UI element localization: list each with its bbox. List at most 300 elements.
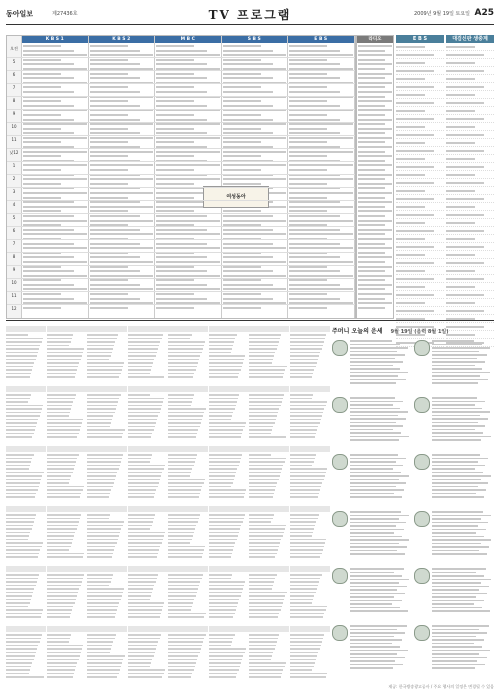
schedule-row [446,283,494,291]
cable-program-line [209,528,241,530]
cable-program-line [47,433,79,435]
schedule-row [446,251,494,259]
radio-line [358,174,392,176]
fortune-line [350,475,409,477]
cable-program-line [168,535,193,537]
schedule-row [396,251,444,259]
radio-line [358,201,392,203]
cable-channel-block [47,326,87,380]
cable-program-line [249,634,279,636]
program-line [289,243,340,245]
cable-program-line [6,638,41,640]
cable-program-line [6,486,39,488]
cable-program-line [168,616,204,618]
fortune-line [432,568,486,570]
cable-program-line [290,458,315,460]
program-line [223,91,274,93]
cable-program-line [249,539,281,541]
program-line [156,293,194,295]
cable-program-line [168,366,197,368]
program-line [223,123,287,125]
cable-program-line [249,666,285,668]
cable-program-line [128,415,159,417]
fortune-line [432,375,480,377]
cable-program-line [128,613,161,615]
row-text [446,174,475,176]
cable-program-line [87,613,116,615]
row-text [396,126,425,128]
time-slot: 낮12 [9,150,19,155]
cable-program-line [87,666,121,668]
program-line [23,105,74,107]
row-text [446,110,475,112]
radio-line [358,50,385,52]
cable-program-line [47,514,82,516]
cable-program-line [168,394,194,396]
fortune-line [350,439,399,441]
cable-program-line [6,546,42,548]
program-line [23,164,87,166]
cable-program-line [168,341,205,343]
cable-program-line [6,595,32,597]
page-header [6,6,494,22]
cable-program-line [47,542,72,544]
fortune-line [432,600,484,602]
fortune-line [432,365,475,367]
fortune-line [350,525,396,527]
cable-program-line [209,673,238,675]
cable-channel-block [47,506,87,560]
cable-program-line [87,581,111,583]
zodiac-fortune-text [350,511,410,557]
program-line [156,270,207,272]
row-text [446,70,484,72]
radio-line [358,293,392,295]
program-line [90,73,128,75]
cable-program-line [87,595,122,597]
cable-program-line [290,334,327,336]
cable-program-line [290,436,315,438]
cable-program-line [168,405,191,407]
cable-program-line [47,588,80,590]
row-text [396,118,434,120]
cable-program-line [249,362,272,364]
cable-program-line [168,415,203,417]
fortune-line [432,397,477,399]
cable-program-line [209,595,241,597]
fortune-line [350,582,399,584]
cable-program-line [6,662,32,664]
program-line [156,247,220,249]
cable-program-line [209,348,232,350]
program-line [289,201,340,203]
program-line [90,123,154,125]
cable-program-line [87,648,111,650]
cable-program-line [249,574,277,576]
cable-program-line [128,578,157,580]
cable-program-line [290,655,318,657]
cable-channel-block [209,386,249,440]
row-text [446,118,484,120]
zodiac-animal-icon [414,568,430,584]
cable-program-line [6,666,31,668]
cable-program-line [249,585,273,587]
cable-program-line [87,419,112,421]
row-text [396,206,425,208]
radio-line [358,151,385,153]
program-line [156,132,207,134]
schedule-row [446,67,494,75]
row-text [446,302,475,304]
channel-header: S B S [222,36,288,43]
cable-program-line [128,535,164,537]
cable-program-line [249,673,282,675]
cable-program-line [87,345,114,347]
cable-program-line [249,472,281,474]
cable-program-line [87,475,116,477]
program-line [23,247,87,249]
cable-program-line [249,493,274,495]
program-line [223,141,261,143]
fortune-line [350,586,407,588]
hour-divider [7,70,355,71]
radio-line [358,68,385,70]
program-line [289,293,327,295]
cable-program-line [87,426,110,428]
cable-channel-block [168,566,208,620]
program-line [23,284,74,286]
program-line [223,215,274,217]
cable-program-line [209,412,234,414]
program-line [156,298,207,300]
program-line [223,169,261,171]
program-line [23,298,74,300]
cable-program-line [6,549,40,551]
cable-program-line [6,422,37,424]
fortune-line [432,408,482,410]
cable-program-line [6,355,37,357]
cable-program-line [168,355,200,357]
cable-program-line [168,652,200,654]
cable-program-line [168,376,193,378]
program-line [90,261,154,263]
cable-program-line [168,398,193,400]
schedule-row [446,179,494,187]
cable-channel-block [290,626,330,680]
cable-program-line [290,616,324,618]
cable-program-line [6,514,36,516]
cable-program-line [168,468,192,470]
cable-program-line [87,532,120,534]
program-line [289,50,340,52]
cable-program-line [209,436,241,438]
cable-program-line [47,359,81,361]
cable-program-line [209,518,244,520]
cable-program-line [249,401,282,403]
cable-program-line [209,468,238,470]
schedule-row [446,299,494,307]
cable-program-line [168,419,202,421]
fortune-line [350,596,394,598]
hour-divider [7,252,355,253]
fortune-line [432,379,488,381]
program-line [90,137,154,139]
time-slot: 9 [12,267,16,272]
program-line [90,169,128,171]
cable-program-line [209,334,237,336]
program-line [289,63,340,65]
program-line [223,151,287,153]
cable-program-line [290,645,321,647]
cable-program-line [168,585,199,587]
cable-program-line [128,599,150,601]
fortune-line [350,515,409,517]
cable-program-line [87,458,122,460]
cable-program-line [47,496,81,498]
fortune-line [432,529,486,531]
schedule-row [396,235,444,243]
schedule-row [396,131,444,139]
row-text [396,302,425,304]
cable-channel-block [168,446,208,500]
page-date: 2009년 9월 19일 토요일 [413,11,470,17]
cable-program-line [87,376,119,378]
cable-program-line [6,542,43,544]
cable-program-line [47,465,75,467]
cable-program-line [87,496,109,498]
cable-program-line [290,634,325,636]
cable-program-line [47,613,71,615]
radio-line [358,82,392,84]
cable-program-line [290,394,314,396]
cable-program-line [6,539,28,541]
cable-program-line [6,602,30,604]
cable-program-line [290,549,323,551]
row-text [446,134,484,136]
program-line [156,220,220,222]
fortune-line [350,589,397,591]
cable-program-line [249,592,287,594]
cable-program-line [249,659,271,661]
cable-program-line [47,549,70,551]
program-line [156,123,220,125]
cable-program-line [168,549,204,551]
horoscope-date: 9월 19일 (음력 8월 1일) [390,329,449,335]
cable-program-line [168,648,201,650]
program-line [223,178,287,180]
cable-program-line [168,645,202,647]
cable-channel-block [209,566,249,620]
cable-program-line [168,461,195,463]
cable-program-line [209,532,239,534]
cable-channel-block [87,626,127,680]
radio-line [358,86,385,88]
program-line [23,243,74,245]
cable-program-line [87,525,123,527]
hour-divider [7,265,355,266]
page-number: A25 [474,8,494,18]
hour-divider [7,174,355,175]
program-line [90,183,128,185]
program-line [156,197,194,199]
fortune-line [350,486,396,488]
program-line [289,123,353,125]
cable-program-line [168,373,194,375]
fortune-line [432,660,477,662]
cable-program-line [249,645,276,647]
cable-program-line [6,376,30,378]
schedule-row [446,59,494,67]
row-text [446,182,484,184]
fortune-line [350,636,394,638]
row-text [446,206,475,208]
cable-program-line [209,433,243,435]
cable-program-line [87,514,110,516]
zodiac-animal-icon [332,397,348,413]
cable-program-line [128,468,164,470]
row-text [446,294,484,296]
cable-program-line [128,352,157,354]
cable-program-line [290,366,316,368]
cable-program-line [249,408,279,410]
program-line [90,220,154,222]
program-line [223,164,287,166]
program-line [223,45,261,47]
row-text [396,78,425,80]
fortune-line [432,496,484,498]
cable-program-line [209,341,235,343]
cable-program-line [290,415,322,417]
program-line [23,261,87,263]
program-line [23,293,61,295]
fortune-line [350,340,392,342]
cable-program-line [87,535,119,537]
program-line [90,63,141,65]
cable-program-line [290,539,327,541]
cable-program-line [290,659,316,661]
cable-program-line [249,348,277,350]
cable-program-line [290,652,319,654]
program-line [156,137,220,139]
cable-program-line [168,518,199,520]
cable-program-line [47,341,71,343]
program-line [289,114,327,116]
cable-program-line [87,489,111,491]
fortune-line [432,479,481,481]
cable-program-line [47,468,74,470]
cable-program-line [290,405,326,407]
cable-program-line [128,482,159,484]
schedule-row [446,235,494,243]
cable-program-line [47,472,73,474]
cable-channel-block [47,446,87,500]
channel-column [222,36,289,318]
fortune-line [432,525,478,527]
cable-program-line [168,655,198,657]
cable-program-line [168,479,205,481]
cable-program-line [290,489,320,491]
cable-program-line [290,493,319,495]
cable-program-line [290,514,319,516]
program-line [90,307,128,309]
radio-line [358,243,385,245]
fortune-line [432,347,490,349]
fortune-line [350,511,401,513]
cable-program-line [47,578,83,580]
hour-divider [7,187,355,188]
cable-program-line [249,528,285,530]
cable-program-line [290,546,324,548]
cable-program-line [47,574,85,576]
fortune-line [432,582,481,584]
program-line [23,229,74,231]
cable-program-line [47,345,70,347]
cable-program-line [128,436,152,438]
cable-program-line [128,398,165,400]
schedule-row [396,163,444,171]
channel-column [22,36,89,318]
fortune-line [350,372,408,374]
cable-program-line [87,472,117,474]
time-slot: 11 [11,137,17,142]
program-line [90,100,128,102]
fortune-line [432,550,479,552]
row-text [446,190,475,192]
cable-channel-block [209,626,249,680]
program-line [223,100,261,102]
hour-divider [7,200,355,201]
program-line [23,141,61,143]
cable-program-line [209,521,243,523]
program-line [23,215,74,217]
fortune-line [432,596,476,598]
cable-program-line [47,585,81,587]
cable-program-line [168,422,201,424]
zodiac-fortune-text [350,625,410,671]
cable-program-line [128,422,156,424]
cable-program-line [128,426,155,428]
cable-program-line [290,408,325,410]
radio-line [358,114,385,116]
time-slot: 3 [12,189,16,194]
cable-program-line [290,426,319,428]
cable-program-line [6,338,43,340]
fortune-line [350,632,405,634]
cable-program-line [290,606,327,608]
schedule-row [446,203,494,211]
radio-line [358,247,392,249]
cable-channel-block [6,446,46,500]
row-text [396,46,425,48]
fortune-line [350,553,405,555]
radio-line [358,210,392,212]
cable-program-line [168,641,203,643]
cable-program-line [209,479,234,481]
program-line [223,183,261,185]
cable-program-line [168,539,192,541]
cable-program-line [6,433,34,435]
program-line [289,307,327,309]
fortune-line [350,422,396,424]
cable-program-line [6,592,33,594]
cable-program-line [290,673,328,675]
cable-program-line [47,518,81,520]
fortune-line [350,493,394,495]
cable-program-line [87,482,114,484]
cable-program-line [128,542,162,544]
fortune-line [432,664,485,666]
fortune-line [432,475,491,477]
